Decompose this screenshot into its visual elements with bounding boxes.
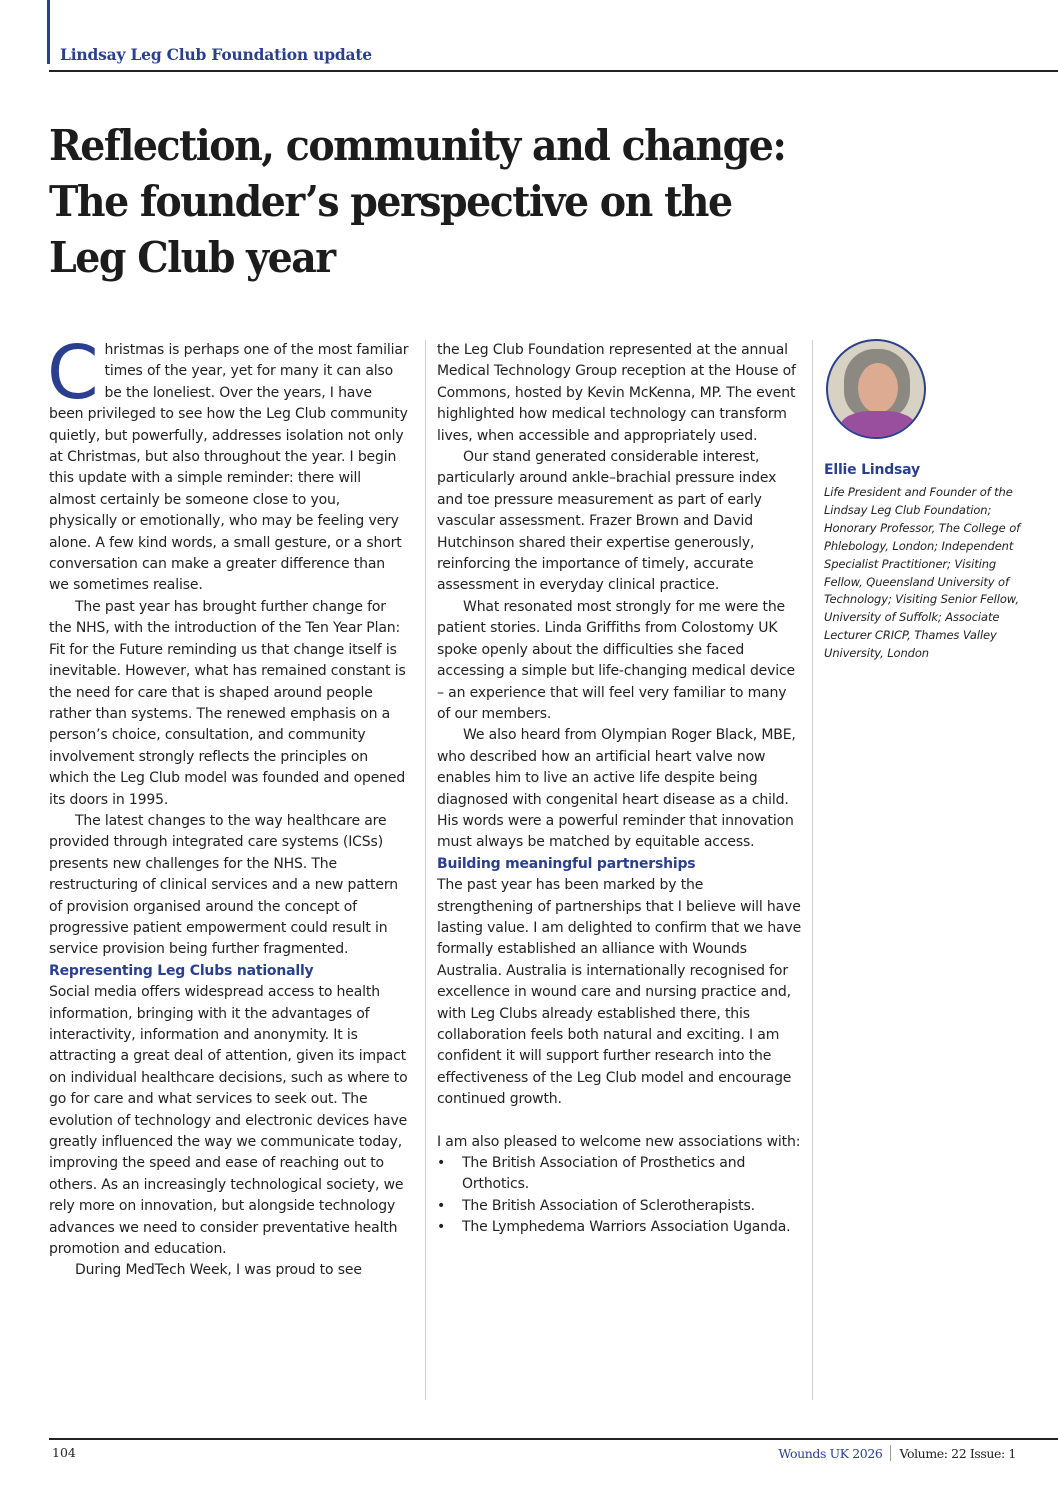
title-line: Reflection, community and change: <box>49 121 786 170</box>
list-item: • The Lymphedema Warriors Association Uganda. <box>437 1217 802 1238</box>
section-label: Lindsay Leg Club Foundation update <box>60 45 372 64</box>
subheading: Representing Leg Clubs nationally <box>49 962 314 979</box>
list-item: • The British Association of Prosthetics and Orthotics. <box>437 1155 746 1193</box>
header-rule <box>49 70 1058 72</box>
paragraph: Christmas is perhaps one of the most familiar times of the year, yet for many it can also be the loneliest. Over the years, I have been privileged to see how the Leg Club community quietly, but powerfully, addresses isolation not only at Christmas, but also throughout the year. I begin this update with a simple reminder: there will almost certainly be someone close to you, physically or emotionally, who may be feeling very alone. A few kind words, a small gesture, or a short conversation can make a greater difference than we sometimes realise. <box>47 330 409 594</box>
footer-citation <box>778 1445 1016 1461</box>
issue-info: Volume: 22 Issue: 1 <box>899 1445 1016 1461</box>
associations-list <box>437 1153 802 1239</box>
page-number: 104 <box>52 1445 76 1460</box>
drop-cap: C <box>47 330 99 416</box>
bullet-icon: • <box>437 1219 446 1236</box>
article-title <box>49 118 857 286</box>
bullet-icon: • <box>437 1155 446 1172</box>
author-portrait <box>826 339 926 439</box>
paragraph: The past year has been marked by the strengthening of partnerships that I believe will have lasting value. I am delighted to confirm that we have formally established an alliance with Wounds Australia. Australia is internationally recognised for excellence in wound care and nursing practice and, with Leg Clubs already established there, this collaboration feels both natural and exciting. I am confident it will support further research into the effectiveness of the Leg Club model and encourage continued growth. <box>437 877 802 1108</box>
paragraph: I am also pleased to welcome new associations with: <box>437 1133 801 1150</box>
footer-separator <box>890 1445 891 1461</box>
paragraph: We also heard from Olympian Roger Black, MBE, who described how an artificial heart valve now enables him to live an active life despite being diagnosed with congenital heart disease as a child. His words were a powerful reminder that innovation must always be matched by equitable access. <box>437 727 796 851</box>
author-name: Ellie Lindsay <box>824 462 920 478</box>
article-column-2 <box>437 340 802 1239</box>
paragraph: the Leg Club Foundation represented at the annual Medical Technology Group reception at the House of Commons, hosted by Kevin McKenna, MP. The event highlighted how medical technology can transform lives, when accessible and appropriately used. <box>437 342 796 444</box>
footer-rule <box>49 1438 1058 1440</box>
paragraph: The latest changes to the way healthcare are provided through integrated care systems (ICSs) presents new challenges for the NHS. The restructuring of clinical services and a new pattern of provision organised around the concept of progressive patient empowerment could result in service provision being further fragmented. <box>49 812 398 958</box>
paragraph: The past year has brought further change for the NHS, with the introduction of the Ten Year Plan: Fit for the Future reminding us that change itself is inevitable. However, what has remained constant is the need for care that is shaped around people rather than systems. The renewed emphasis on a person’s choice, consultation, and community involvement strongly reflects the principles on which the Leg Club model was founded and opened its doors in 1995. <box>49 598 406 808</box>
column-divider <box>425 340 426 1400</box>
bullet-icon: • <box>437 1197 446 1214</box>
title-line: The founder’s perspective on the <box>49 177 732 226</box>
subheading: Building meaningful partnerships <box>437 855 696 872</box>
title-line: Leg Club year <box>49 233 335 282</box>
header-accent-bar <box>47 0 50 64</box>
journal-name: Wounds UK 2026 <box>778 1445 883 1461</box>
paragraph: Social media offers widespread access to health information, bringing with it the advantages of interactivity, information and anonymity. It is attracting a great deal of attention, given its impact on individual healthcare decisions, such as where to go for care and what services to seek out. The evolution of technology and electronic devices have greatly influenced the way we communicate today, improving the speed and ease of reaching out to others. As an increasingly technological society, we rely more on innovation, but alongside technology advances we need to consider preventative health promotion and education. <box>49 984 408 1258</box>
paragraph: What resonated most strongly for me were the patient stories. Linda Griffiths from Colostomy UK spoke openly about the difficulties she faced accessing a simple but life-changing medical device – an experience that will feel very familiar to many of our members. <box>437 598 796 722</box>
paragraph: During MedTech Week, I was proud to see <box>75 1262 362 1279</box>
paragraph: Our stand generated considerable interest, particularly around ankle–brachial pressure index and toe pressure measurement as part of early vascular assessment. Frazer Brown and David Hutchinson shared their expertise generously, reinforcing the importance of timely, accurate assessment in everyday clinical practice. <box>437 449 777 594</box>
article-column-1 <box>47 330 409 1282</box>
column-divider <box>812 340 813 1400</box>
list-item: • The British Association of Sclerotherapists. <box>437 1196 802 1217</box>
author-bio: Life President and Founder of the Lindsay Leg Club Foundation; Honorary Professor, The College of Phlebology, London; Independent Specialist Practitioner; Visiting Fellow, Queensland University of Technology; Visiting Senior Fellow, University of Suffolk; Associate Lecturer CRICP, Thames Valley University, London <box>824 485 1021 661</box>
